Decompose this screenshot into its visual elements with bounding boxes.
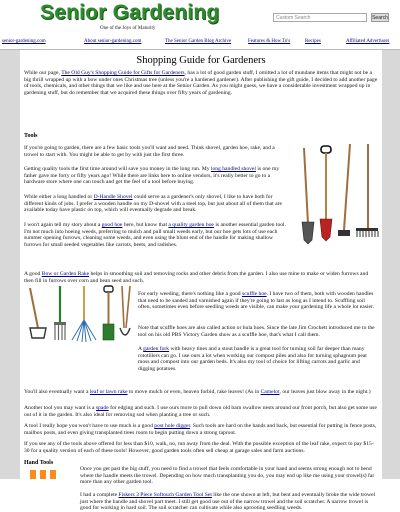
long-handled-shovel-link[interactable]: long handled shovel (210, 166, 256, 172)
bow-rake-link[interactable]: Bow or Garden Rake (41, 271, 90, 277)
scuffle-hoe-link[interactable]: scuffle hoe (242, 291, 267, 297)
post-hole-digger-link[interactable]: post hole digger (154, 423, 190, 429)
top-nav (0, 38, 400, 47)
d-handle-shovel-link[interactable]: D-Handle Shovel (93, 194, 133, 200)
nav-link-advertisers[interactable]: Affiliated Advertisers (346, 39, 390, 44)
site-header (0, 0, 400, 34)
logo-block[interactable] (40, 1, 220, 33)
hand-tools-heading: Hand Tools (24, 460, 54, 466)
intro-text-1: While our page, (24, 70, 62, 76)
hand-long-tools-illustration (24, 284, 134, 344)
search-input[interactable]: Custom Search (273, 13, 367, 22)
long-shovel-icon (302, 148, 314, 244)
tools-paragraph-2: Getting quality tools the first time around will save you money in the long run. My long handled shovel is one my father gave me forty or fifty years ago! While there are links here to online vendors, it's really better to go to a hardware store where one can touch and get the feel of a tool before buying. (24, 166, 280, 186)
tools-paragraph-9: You'll also eventually want a leaf or lawn rake to move mulch or even, heaven forbid, rake leaves! (As in Camelot, our leaves just blow away in the night.) (24, 389, 371, 395)
nav-link-home[interactable]: senior-gardening.com (2, 39, 46, 44)
garden-fork-icon (54, 286, 66, 340)
tools-paragraph-4: I won't again tell my story about a good hoe here, but know that a quality garden hoe is another essential garden tool. I'm not much into hoeing weeds, preferring to mulch and pull small weeds early, but our hoe gets lots of use each summer opening furrows, cleaning some weeds, and even using the blunt end of the handle for making shallow furrows for small seeded vegetables like carrots, beets, and radishes. (24, 222, 286, 248)
nav-link-about[interactable]: About senior-gardening.com (84, 39, 142, 44)
leaf-rake-icon (72, 286, 96, 342)
main-content (20, 50, 382, 512)
camelot-link[interactable]: Camelot (260, 389, 280, 395)
long-tools-illustration (294, 142, 380, 246)
nav-link-blog-archive[interactable]: The Senior Garden Blog Archive (165, 39, 232, 44)
rake-icon (356, 144, 378, 237)
spade-icon (103, 286, 114, 340)
tools-paragraph-6: For early weeding, there's nothing like a good scuffle hoe. I have two of them, both with wooden handles that need to be sanded and varnished again if they're going to last as long as I intend to. Scuffling soil often, sometimes even before seedling weeds are visible, can make your gardening life a whole lot easier. (138, 291, 374, 311)
tools-heading: Tools (24, 133, 38, 139)
nav-link-features[interactable]: Features & How To's (248, 39, 291, 44)
hoe-icon (338, 144, 350, 236)
good-hoe-link[interactable]: good hoe (101, 222, 123, 228)
tools-paragraph-1: If you're going to garden, there are a few basic tools you'll want and need. Think shovel, garden hoe, rake, and a trowel to start with. You might be able to get by with just the first three. (24, 145, 275, 158)
nav-link-recipes[interactable]: Recipes (305, 39, 321, 44)
search-button[interactable]: Search (372, 15, 388, 21)
garden-fork-link[interactable]: garden fork (143, 346, 170, 352)
trowel-icon (30, 470, 56, 479)
tools-paragraph-3: While either a long handled or D-Handle Shovel could serve as a gardener's only shovel, I like to have both for different kinds of jobs. I prefer a wooden handle on my D-shovel with a steel top, but just about all of them that are available today have plastic on top, which will eventually degrade and break. (24, 194, 282, 214)
leaf-rake-link[interactable]: leaf or lawn rake (89, 389, 128, 395)
tools-paragraph-10: Another tool you may want is a spade for edging and such. I use ours more to pull down old barn swallow nests around our front porch, but also get some use out of it in the garden. It's also ideal for removing sod when planting a tree or such. (24, 405, 377, 418)
post-hole-digger-icon (120, 286, 130, 335)
intro-paragraph (24, 70, 378, 96)
left-gutter (0, 50, 20, 479)
right-gutter (382, 50, 400, 479)
tools-paragraph-11: A tool I really hope you won't have to use much is a good post hole digger. Such tools are hard on the hands and back, but essential for putting in fence posts, mailbox posts, and even giving transplanted trees room to begin putting down a strong taproot. (24, 423, 377, 436)
intro-text-2: , has a lot of good garden stuff, I omitted a lot of mundane items that might not be a big thrill wrapped up with a bow under ones Christmas tree (unless you're a hardened gardener). After publishing the gift guide, I decided to add another page of tools, chemicals, and other things that we like and use here at the Senior Garden. As you might guess, we have a considerable investment wrapped up in gardening stuff, but do remember that we acquired these things over fifty years of gardening. (24, 70, 378, 96)
tools-paragraph-5: A good Bow or Garden Rake helps in smoothing soil and removing rocks and other debris from the garden. I also use mine to make or widen furrows and then fill in furrows over corn and bean seed and such. (24, 271, 369, 284)
tools-paragraph-12: If you see any of the tools above offered for less than $10, walk, no, run away from the deal. With the possible exception of the leaf rake, expect to pay $15-30 for a quality version of each of these tools! However, good garden tools often sell cheap at garage sales and farm auctions. (24, 441, 374, 454)
scuffle-hoe-icon (30, 288, 46, 338)
page-title: Shopping Guide for Gardeners (136, 55, 266, 66)
gift-guide-link[interactable]: The Old Guy's Shopping Guide for Gifts for Gardeners (61, 70, 185, 76)
site-tagline: One of the Joys of Maturity (100, 26, 156, 31)
hand-tools-paragraph-1: Once you get past the big stuff, you need to find a trowel that feels comfortable in your hand and seems strong enough not to bend where the handle meets the trowel. Depending on how much transplanting you do, you may end up like me using your trowel(s) far more than any other garden tool. (80, 466, 375, 486)
spade-link[interactable]: spade (95, 405, 109, 411)
site-logo[interactable]: Senior Gardening (40, 1, 220, 24)
d-handle-shovel-icon (320, 146, 332, 241)
tools-paragraph-7: Note that scuffle hoes are also called action or hula hoes. Since the late Jim Crockett introduced me to the tool on his old PBS Victory Garden show as a scuffle hoe, that's what I call them. (138, 325, 375, 338)
fiskars-tool-set-link[interactable]: Fiskers 3 Piece Softouch Garden Tool Set (118, 492, 212, 498)
quality-garden-hoe-link[interactable]: a quality garden hoe (168, 222, 214, 228)
hand-tools-paragraph-2: I had a complete Fiskers 3 Piece Softouch Garden Tool Set like the one shown at left, but bent and eventually broke the wide trowel just where the handle and shovel part meet. I still get good use out of the narrow trowel and the soil scratcher. A narrow trowel is good for working in hard soil. The soil scratcher can cultivate while also uprooting seedling weeds. (80, 492, 376, 512)
hand-tools-illustration (26, 470, 76, 479)
tools-paragraph-8-start: A garden fork with heavy tines and a stout handle is a great tool for turning soil far deeper than many rototillers can go. I use ours a lot when working our compost piles and also for turning sphagnum peat moss and compost into our garden beds. It's also my tool of choice for lifting carrots and garlic and digging potatoes. (138, 346, 367, 372)
